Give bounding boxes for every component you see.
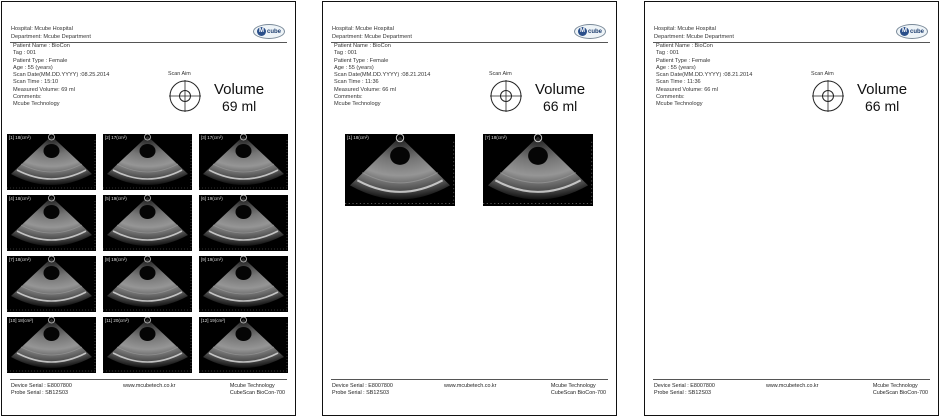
report-header	[654, 25, 734, 41]
volume-label: Volume	[214, 81, 265, 98]
hospital-name: Hospital: Mcube Hospital	[332, 26, 394, 32]
ultrasound-image-icon	[199, 195, 288, 251]
footer-website: www.mcubetech.co.kr	[123, 383, 176, 389]
mcube-logo: M cube	[253, 24, 285, 39]
device-serial: Device Serial : E8007800	[332, 383, 393, 389]
scan-aim-icon	[489, 79, 523, 113]
patient-name: Patient Name : BioCon	[334, 43, 391, 49]
patient-tag: Tag : 001	[334, 50, 358, 57]
product-name: CubeScan BioCon-700	[872, 389, 928, 396]
patient-type: Patient Type : Female	[656, 57, 711, 64]
ultrasound-thumbnail[interactable]: [5] 19(cm²)	[103, 195, 192, 251]
report-header	[332, 25, 412, 41]
ultrasound-thumbnail[interactable]: [7] 18(cm²)	[7, 256, 96, 312]
scan-date: Scan Date(MM.DD.YYYY) :08.25.2014	[13, 72, 110, 79]
scan-time: Scan Time : 11:36	[656, 79, 701, 86]
volume-value: 69 ml	[222, 98, 257, 114]
mcube-logo: M cube	[896, 24, 928, 39]
report-header	[11, 25, 91, 41]
ultrasound-image-icon	[103, 134, 192, 190]
measured-volume: Measured Volume: 66 ml	[656, 86, 718, 93]
company-name: Mcube Technology	[872, 383, 918, 389]
footer-divider	[653, 379, 930, 380]
company-name: Mcube Technology	[550, 383, 596, 389]
ultrasound-image-icon	[483, 134, 593, 206]
scan-time: Scan Time : 11:36	[334, 79, 379, 86]
measured-volume: Measured Volume: 69 ml	[13, 86, 75, 93]
patient-tag: Tag : 001	[13, 50, 37, 57]
ultrasound-thumbnail[interactable]: [11] 20(cm²)	[103, 317, 192, 373]
ultrasound-image-icon	[103, 256, 192, 312]
comments-label: Comments:	[334, 94, 363, 101]
volume-label: Volume	[535, 81, 586, 98]
ultrasound-image-icon	[199, 256, 288, 312]
ultrasound-thumbnail[interactable]: [6] 19(cm²)	[199, 195, 288, 251]
hospital-name: Hospital: Mcube Hospital	[654, 26, 716, 32]
volume-label: Volume	[857, 81, 908, 98]
department-name: Department: Mcube Department	[11, 34, 91, 40]
probe-serial: Probe Serial : SB12S03	[332, 389, 389, 396]
hospital-name: Hospital: Mcube Hospital	[11, 26, 73, 32]
footer-website: www.mcubetech.co.kr	[766, 383, 819, 389]
mcube-logo: M cube	[574, 24, 606, 39]
patient-tag: Tag : 001	[656, 50, 680, 57]
patient-type: Patient Type : Female	[334, 57, 389, 64]
company-name: Mcube Technology	[229, 383, 275, 389]
scan-aim-label: Scan Aim	[168, 71, 191, 77]
comments-text: Mcube Technology	[13, 101, 60, 108]
ultrasound-image-icon	[199, 134, 288, 190]
ultrasound-thumbnail[interactable]: [3] 17(cm²)	[199, 134, 288, 190]
patient-age: Age : 55 (years)	[656, 64, 696, 71]
patient-name: Patient Name : BioCon	[13, 43, 70, 49]
scan-date: Scan Date(MM.DD.YYYY) :08.21.2014	[656, 72, 753, 79]
ultrasound-image-icon	[7, 317, 96, 373]
ultrasound-image-icon	[7, 256, 96, 312]
ultrasound-thumbnail[interactable]: [10] 18(cm²)	[7, 317, 96, 373]
ultrasound-thumbnail[interactable]: [1] 18(cm²)	[7, 134, 96, 190]
report-page-3	[644, 1, 939, 416]
footer-company	[873, 383, 928, 396]
ultrasound-thumbnail[interactable]: [2] 17(cm²)	[103, 134, 192, 190]
product-name: CubeScan BioCon-700	[550, 389, 606, 396]
department-name: Department: Mcube Department	[332, 34, 412, 40]
patient-info	[13, 43, 109, 109]
probe-serial: Probe Serial : SB12S03	[654, 389, 711, 396]
patient-age: Age : 55 (years)	[13, 64, 53, 71]
footer-divider	[331, 379, 608, 380]
department-name: Department: Mcube Department	[654, 34, 734, 40]
patient-type: Patient Type : Female	[13, 57, 68, 64]
scan-aim-label: Scan Aim	[489, 71, 512, 77]
volume-value: 66 ml	[543, 98, 578, 114]
ultrasound-image-icon	[7, 134, 96, 190]
ultrasound-thumbnail[interactable]: [12] 19(cm²)	[199, 317, 288, 373]
report-page-1	[1, 1, 296, 416]
comments-text: Mcube Technology	[334, 101, 381, 108]
patient-age: Age : 55 (years)	[334, 64, 374, 71]
footer-company	[230, 383, 285, 396]
patient-info	[334, 43, 430, 109]
ultrasound-image-icon	[7, 195, 96, 251]
ultrasound-thumbnail[interactable]: [8] 19(cm²)	[103, 256, 192, 312]
ultrasound-thumbnail[interactable]: [4] 18(cm²)	[7, 195, 96, 251]
scan-time: Scan Time : 15:10	[13, 79, 59, 86]
volume-value: 66 ml	[865, 98, 900, 114]
ultrasound-thumbnail[interactable]: [7] 18(cm²)	[483, 134, 593, 206]
footer-serials	[332, 383, 393, 396]
patient-info	[656, 43, 752, 109]
probe-serial: Probe Serial : SB12S03	[11, 389, 68, 396]
device-serial: Device Serial : E8007800	[11, 383, 72, 389]
footer-serials	[11, 383, 72, 396]
footer-divider	[10, 379, 287, 380]
footer-website: www.mcubetech.co.kr	[444, 383, 497, 389]
scan-date: Scan Date(MM.DD.YYYY) :08.21.2014	[334, 72, 431, 79]
scan-aim-label: Scan Aim	[811, 71, 834, 77]
device-serial: Device Serial : E8007800	[654, 383, 715, 389]
ultrasound-image-icon	[199, 317, 288, 373]
scan-aim-icon	[811, 79, 845, 113]
ultrasound-thumbnail[interactable]: [9] 19(cm²)	[199, 256, 288, 312]
footer-company	[551, 383, 606, 396]
patient-name: Patient Name : BioCon	[656, 43, 713, 49]
measured-volume: Measured Volume: 66 ml	[334, 86, 396, 93]
scan-aim-icon	[168, 79, 202, 113]
ultrasound-image-icon	[103, 195, 192, 251]
ultrasound-image-icon	[103, 317, 192, 373]
footer-serials	[654, 383, 715, 396]
comments-label: Comments:	[656, 94, 685, 101]
comments-label: Comments:	[13, 94, 42, 101]
ultrasound-image-icon	[345, 134, 455, 206]
product-name: CubeScan BioCon-700	[229, 389, 285, 396]
report-page-2	[322, 1, 617, 416]
comments-text: Mcube Technology	[656, 101, 703, 108]
ultrasound-thumbnail[interactable]: [1] 18(cm²)	[345, 134, 455, 206]
